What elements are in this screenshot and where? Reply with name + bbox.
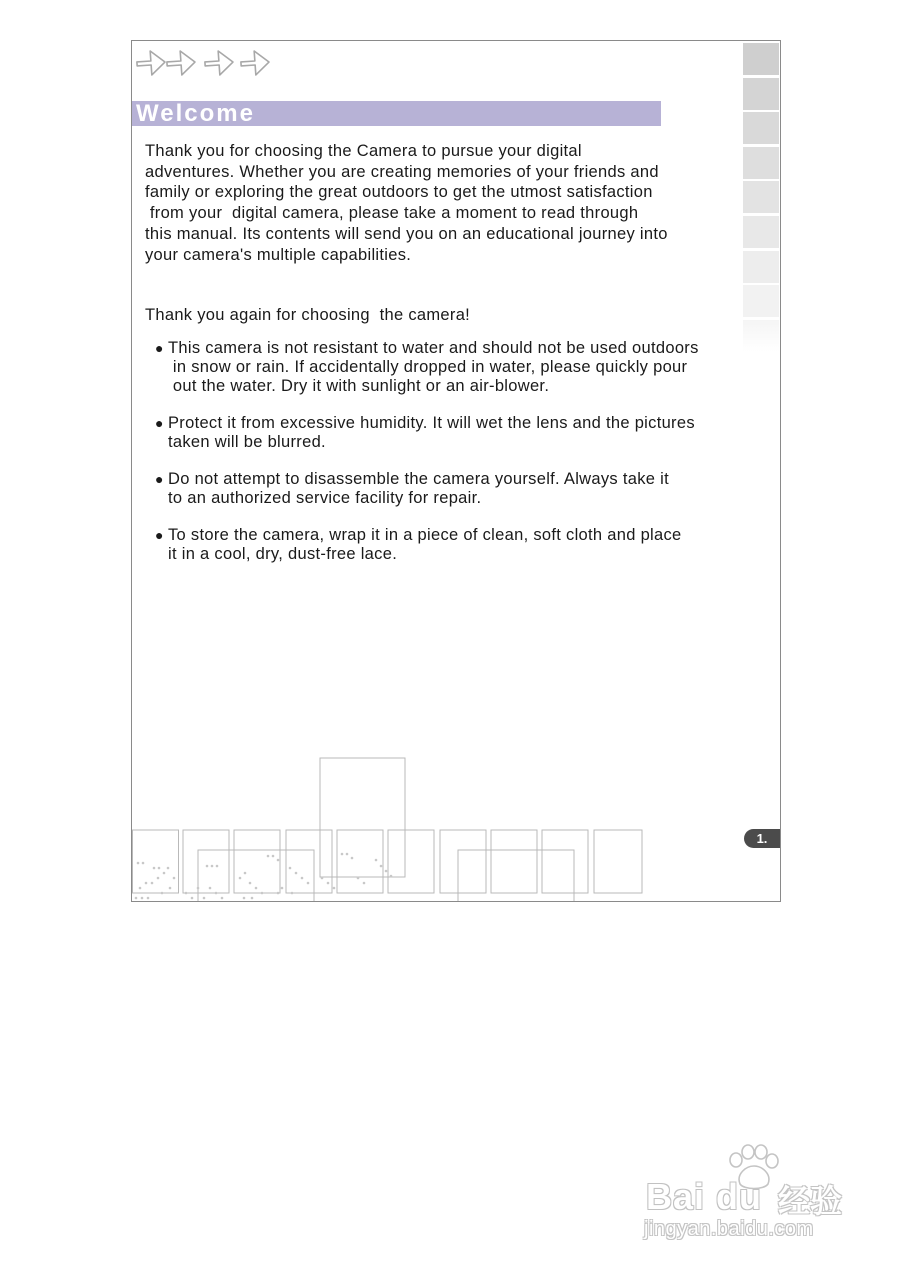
bullet-line: in snow or rain. If accidentally dropped in water, please quickly pour: [168, 358, 688, 376]
intro-line: this manual. Its contents will send you on an educational journey into: [145, 224, 668, 243]
side-tab: [743, 181, 779, 213]
decorative-squares-graphic: [132, 756, 652, 902]
page-number-tab: 1.: [744, 829, 780, 848]
bullet-dot-icon: ●: [155, 471, 164, 487]
side-tab-strip: [743, 43, 779, 354]
side-tab: [743, 285, 779, 317]
bullet-line: Protect it from excessive humidity. It will wet the lens and the pictures: [168, 414, 695, 432]
baidu-jingyan-watermark: [640, 1140, 860, 1250]
bullet-dot-icon: ●: [155, 340, 164, 356]
watermark-brand-cn: 经验: [778, 1182, 843, 1220]
intro-line: family or exploring the great outdoors to get the utmost satisfaction: [145, 183, 653, 202]
side-tab: [743, 251, 779, 283]
intro-line: adventures. Whether you are creating memories of your friends and: [145, 162, 659, 181]
manual-page: [131, 40, 781, 902]
side-tab: [743, 112, 779, 144]
bullet-line: taken will be blurred.: [168, 433, 326, 451]
bullet-item: [155, 526, 682, 564]
watermark-brand: Bai du: [646, 1176, 763, 1217]
side-tab: [743, 320, 779, 352]
side-tab: [743, 216, 779, 248]
bullet-item: [155, 339, 699, 396]
intro-line: Thank you for choosing the Camera to pursue your digital: [145, 142, 582, 160]
bullet-line: out the water. Dry it with sunlight or an air-blower.: [168, 377, 550, 395]
arrow-row-icon: [135, 45, 275, 81]
side-tab: [743, 43, 779, 75]
bullet-item: [155, 414, 695, 452]
bullet-dot-icon: ●: [155, 527, 164, 543]
bullet-line: This camera is not resistant to water and should not be used outdoors: [168, 339, 699, 357]
bullet-line: Do not attempt to disassemble the camera yourself. Always take it: [168, 470, 669, 488]
welcome-banner: [132, 101, 661, 126]
side-tab: [743, 78, 779, 110]
thanks-line: Thank you again for choosing the camera!: [145, 306, 471, 324]
intro-paragraph: [145, 141, 715, 265]
page-title: Welcome: [136, 100, 255, 127]
bullet-line: to an authorized service facility for repair.: [168, 489, 482, 507]
intro-line: from your digital camera, please take a moment to read through: [145, 204, 639, 223]
side-tab: [743, 147, 779, 179]
intro-line: your camera's multiple capabilities.: [145, 245, 412, 264]
bullet-item: [155, 470, 669, 508]
bullet-line: To store the camera, wrap it in a piece of clean, soft cloth and place: [168, 526, 682, 544]
bullet-dot-icon: ●: [155, 415, 164, 431]
bullet-line: it in a cool, dry, dust-free lace.: [168, 545, 398, 563]
watermark-url: jingyan.baidu.com: [644, 1218, 814, 1240]
